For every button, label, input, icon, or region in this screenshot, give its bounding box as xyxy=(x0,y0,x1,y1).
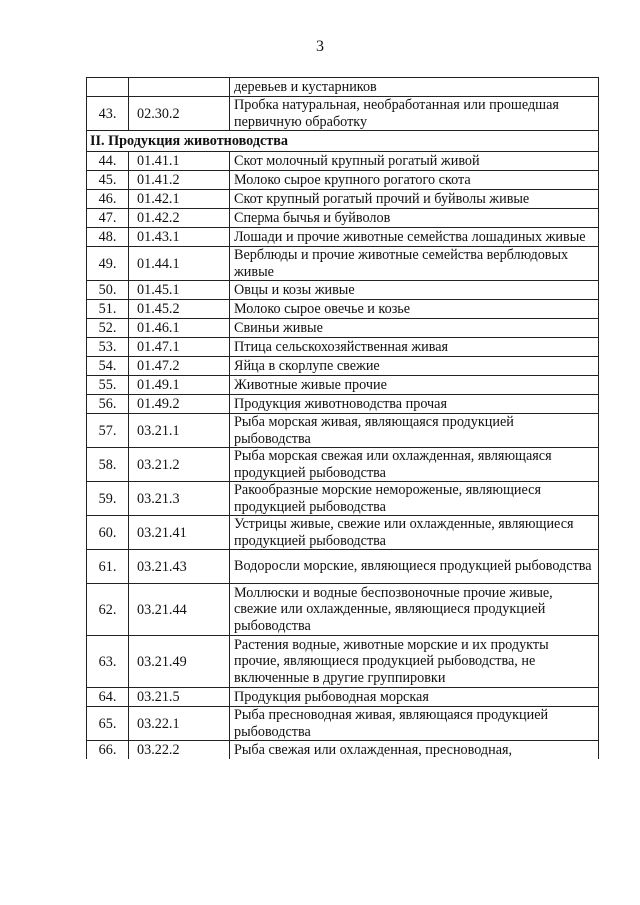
table-row xyxy=(87,228,599,247)
product-name: Свиньи живые xyxy=(230,319,599,338)
okpd2-code: 01.45.1 xyxy=(129,281,230,300)
table-row xyxy=(87,688,599,707)
okpd2-code: 03.21.5 xyxy=(129,688,230,707)
row-number: 55. xyxy=(87,376,129,395)
table-body xyxy=(87,78,599,759)
table-row xyxy=(87,550,599,584)
okpd2-code: 03.21.44 xyxy=(129,584,230,636)
table-row xyxy=(87,78,599,97)
table-row xyxy=(87,319,599,338)
table-row xyxy=(87,516,599,550)
row-number: 53. xyxy=(87,338,129,357)
product-name: Продукция животноводства прочая xyxy=(230,395,599,414)
product-name: Лошади и прочие животные семейства лошадиных живые xyxy=(230,228,599,247)
row-number: 52. xyxy=(87,319,129,338)
product-name: Устрицы живые, свежие или охлажденные, являющиеся продукцией рыбоводства xyxy=(230,516,599,550)
row-number: 50. xyxy=(87,281,129,300)
row-number: 57. xyxy=(87,414,129,448)
product-name: Молоко сырое овечье и козье xyxy=(230,300,599,319)
table-row xyxy=(87,357,599,376)
okpd2-code: 01.47.1 xyxy=(129,338,230,357)
section-row xyxy=(87,131,599,152)
product-name: Животные живые прочие xyxy=(230,376,599,395)
product-name: Ракообразные морские немороженые, являющиеся продукцией рыбоводства xyxy=(230,482,599,516)
table-row xyxy=(87,584,599,636)
row-number: 66. xyxy=(87,741,129,759)
product-name: Рыба пресноводная живая, являющаяся продукцией рыбоводства xyxy=(230,707,599,741)
row-number: 46. xyxy=(87,190,129,209)
table-row xyxy=(87,97,599,131)
product-name: Пробка натуральная, необработанная или прошедшая первичную обработку xyxy=(230,97,599,131)
product-name: Молоко сырое крупного рогатого скота xyxy=(230,171,599,190)
table-row xyxy=(87,482,599,516)
okpd2-code: 03.21.41 xyxy=(129,516,230,550)
okpd2-code: 03.21.2 xyxy=(129,448,230,482)
okpd2-code: 01.47.2 xyxy=(129,357,230,376)
okpd2-code xyxy=(129,78,230,97)
row-number: 47. xyxy=(87,209,129,228)
product-name: Верблюды и прочие животные семейства верблюдовых живые xyxy=(230,247,599,281)
table-row xyxy=(87,448,599,482)
row-number: 61. xyxy=(87,550,129,584)
product-name: Растения водные, животные морские и их продукты прочие, являющиеся продукцией рыбоводства, не включенные в другие группировки xyxy=(230,636,599,688)
okpd2-code: 01.42.2 xyxy=(129,209,230,228)
okpd2-code: 01.41.2 xyxy=(129,171,230,190)
okpd2-code: 01.49.1 xyxy=(129,376,230,395)
products-table xyxy=(86,77,599,759)
okpd2-code: 03.21.49 xyxy=(129,636,230,688)
product-name: Сперма бычья и буйволов xyxy=(230,209,599,228)
table-row xyxy=(87,414,599,448)
product-name: Моллюски и водные беспозвоночные прочие живые, свежие или охлажденные, являющиеся продукцией рыбоводства xyxy=(230,584,599,636)
row-number: 63. xyxy=(87,636,129,688)
row-number: 48. xyxy=(87,228,129,247)
product-name: Скот крупный рогатый прочий и буйволы живые xyxy=(230,190,599,209)
okpd2-code: 01.44.1 xyxy=(129,247,230,281)
table-row xyxy=(87,247,599,281)
table-row xyxy=(87,209,599,228)
product-name: Яйца в скорлупе свежие xyxy=(230,357,599,376)
table-row xyxy=(87,281,599,300)
row-number: 58. xyxy=(87,448,129,482)
product-name: Водоросли морские, являющиеся продукцией рыбоводства xyxy=(230,550,599,584)
row-number: 43. xyxy=(87,97,129,131)
row-number: 44. xyxy=(87,152,129,171)
product-name: Овцы и козы живые xyxy=(230,281,599,300)
table-row xyxy=(87,395,599,414)
product-name: Птица сельскохозяйственная живая xyxy=(230,338,599,357)
okpd2-code: 01.45.2 xyxy=(129,300,230,319)
table-row xyxy=(87,707,599,741)
product-name: Рыба свежая или охлажденная, пресноводная, xyxy=(230,741,599,759)
table-row xyxy=(87,171,599,190)
page-number: 3 xyxy=(316,38,324,55)
row-number: 60. xyxy=(87,516,129,550)
product-name: Рыба морская свежая или охлажденная, являющаяся продукцией рыбоводства xyxy=(230,448,599,482)
okpd2-code: 01.49.2 xyxy=(129,395,230,414)
table-row xyxy=(87,190,599,209)
row-number: 64. xyxy=(87,688,129,707)
okpd2-code: 03.21.3 xyxy=(129,482,230,516)
table-row xyxy=(87,338,599,357)
okpd2-code: 01.42.1 xyxy=(129,190,230,209)
row-number: 56. xyxy=(87,395,129,414)
product-name: Рыба морская живая, являющаяся продукцией рыбоводства xyxy=(230,414,599,448)
product-name: Продукция рыбоводная морская xyxy=(230,688,599,707)
okpd2-code: 01.41.1 xyxy=(129,152,230,171)
okpd2-code: 03.21.43 xyxy=(129,550,230,584)
product-name: деревьев и кустарников xyxy=(230,78,599,97)
table-row xyxy=(87,636,599,688)
row-number: 65. xyxy=(87,707,129,741)
row-number: 49. xyxy=(87,247,129,281)
row-number: 59. xyxy=(87,482,129,516)
okpd2-code: 03.21.1 xyxy=(129,414,230,448)
product-name: Скот молочный крупный рогатый живой xyxy=(230,152,599,171)
table-row xyxy=(87,300,599,319)
row-number xyxy=(87,78,129,97)
table-row xyxy=(87,152,599,171)
okpd2-code: 01.43.1 xyxy=(129,228,230,247)
okpd2-code: 03.22.1 xyxy=(129,707,230,741)
okpd2-code: 03.22.2 xyxy=(129,741,230,759)
row-number: 45. xyxy=(87,171,129,190)
table-row xyxy=(87,376,599,395)
row-number: 54. xyxy=(87,357,129,376)
section-heading: II. Продукция животноводства xyxy=(87,131,599,152)
row-number: 51. xyxy=(87,300,129,319)
okpd2-code: 02.30.2 xyxy=(129,97,230,131)
table-row xyxy=(87,741,599,759)
row-number: 62. xyxy=(87,584,129,636)
okpd2-code: 01.46.1 xyxy=(129,319,230,338)
